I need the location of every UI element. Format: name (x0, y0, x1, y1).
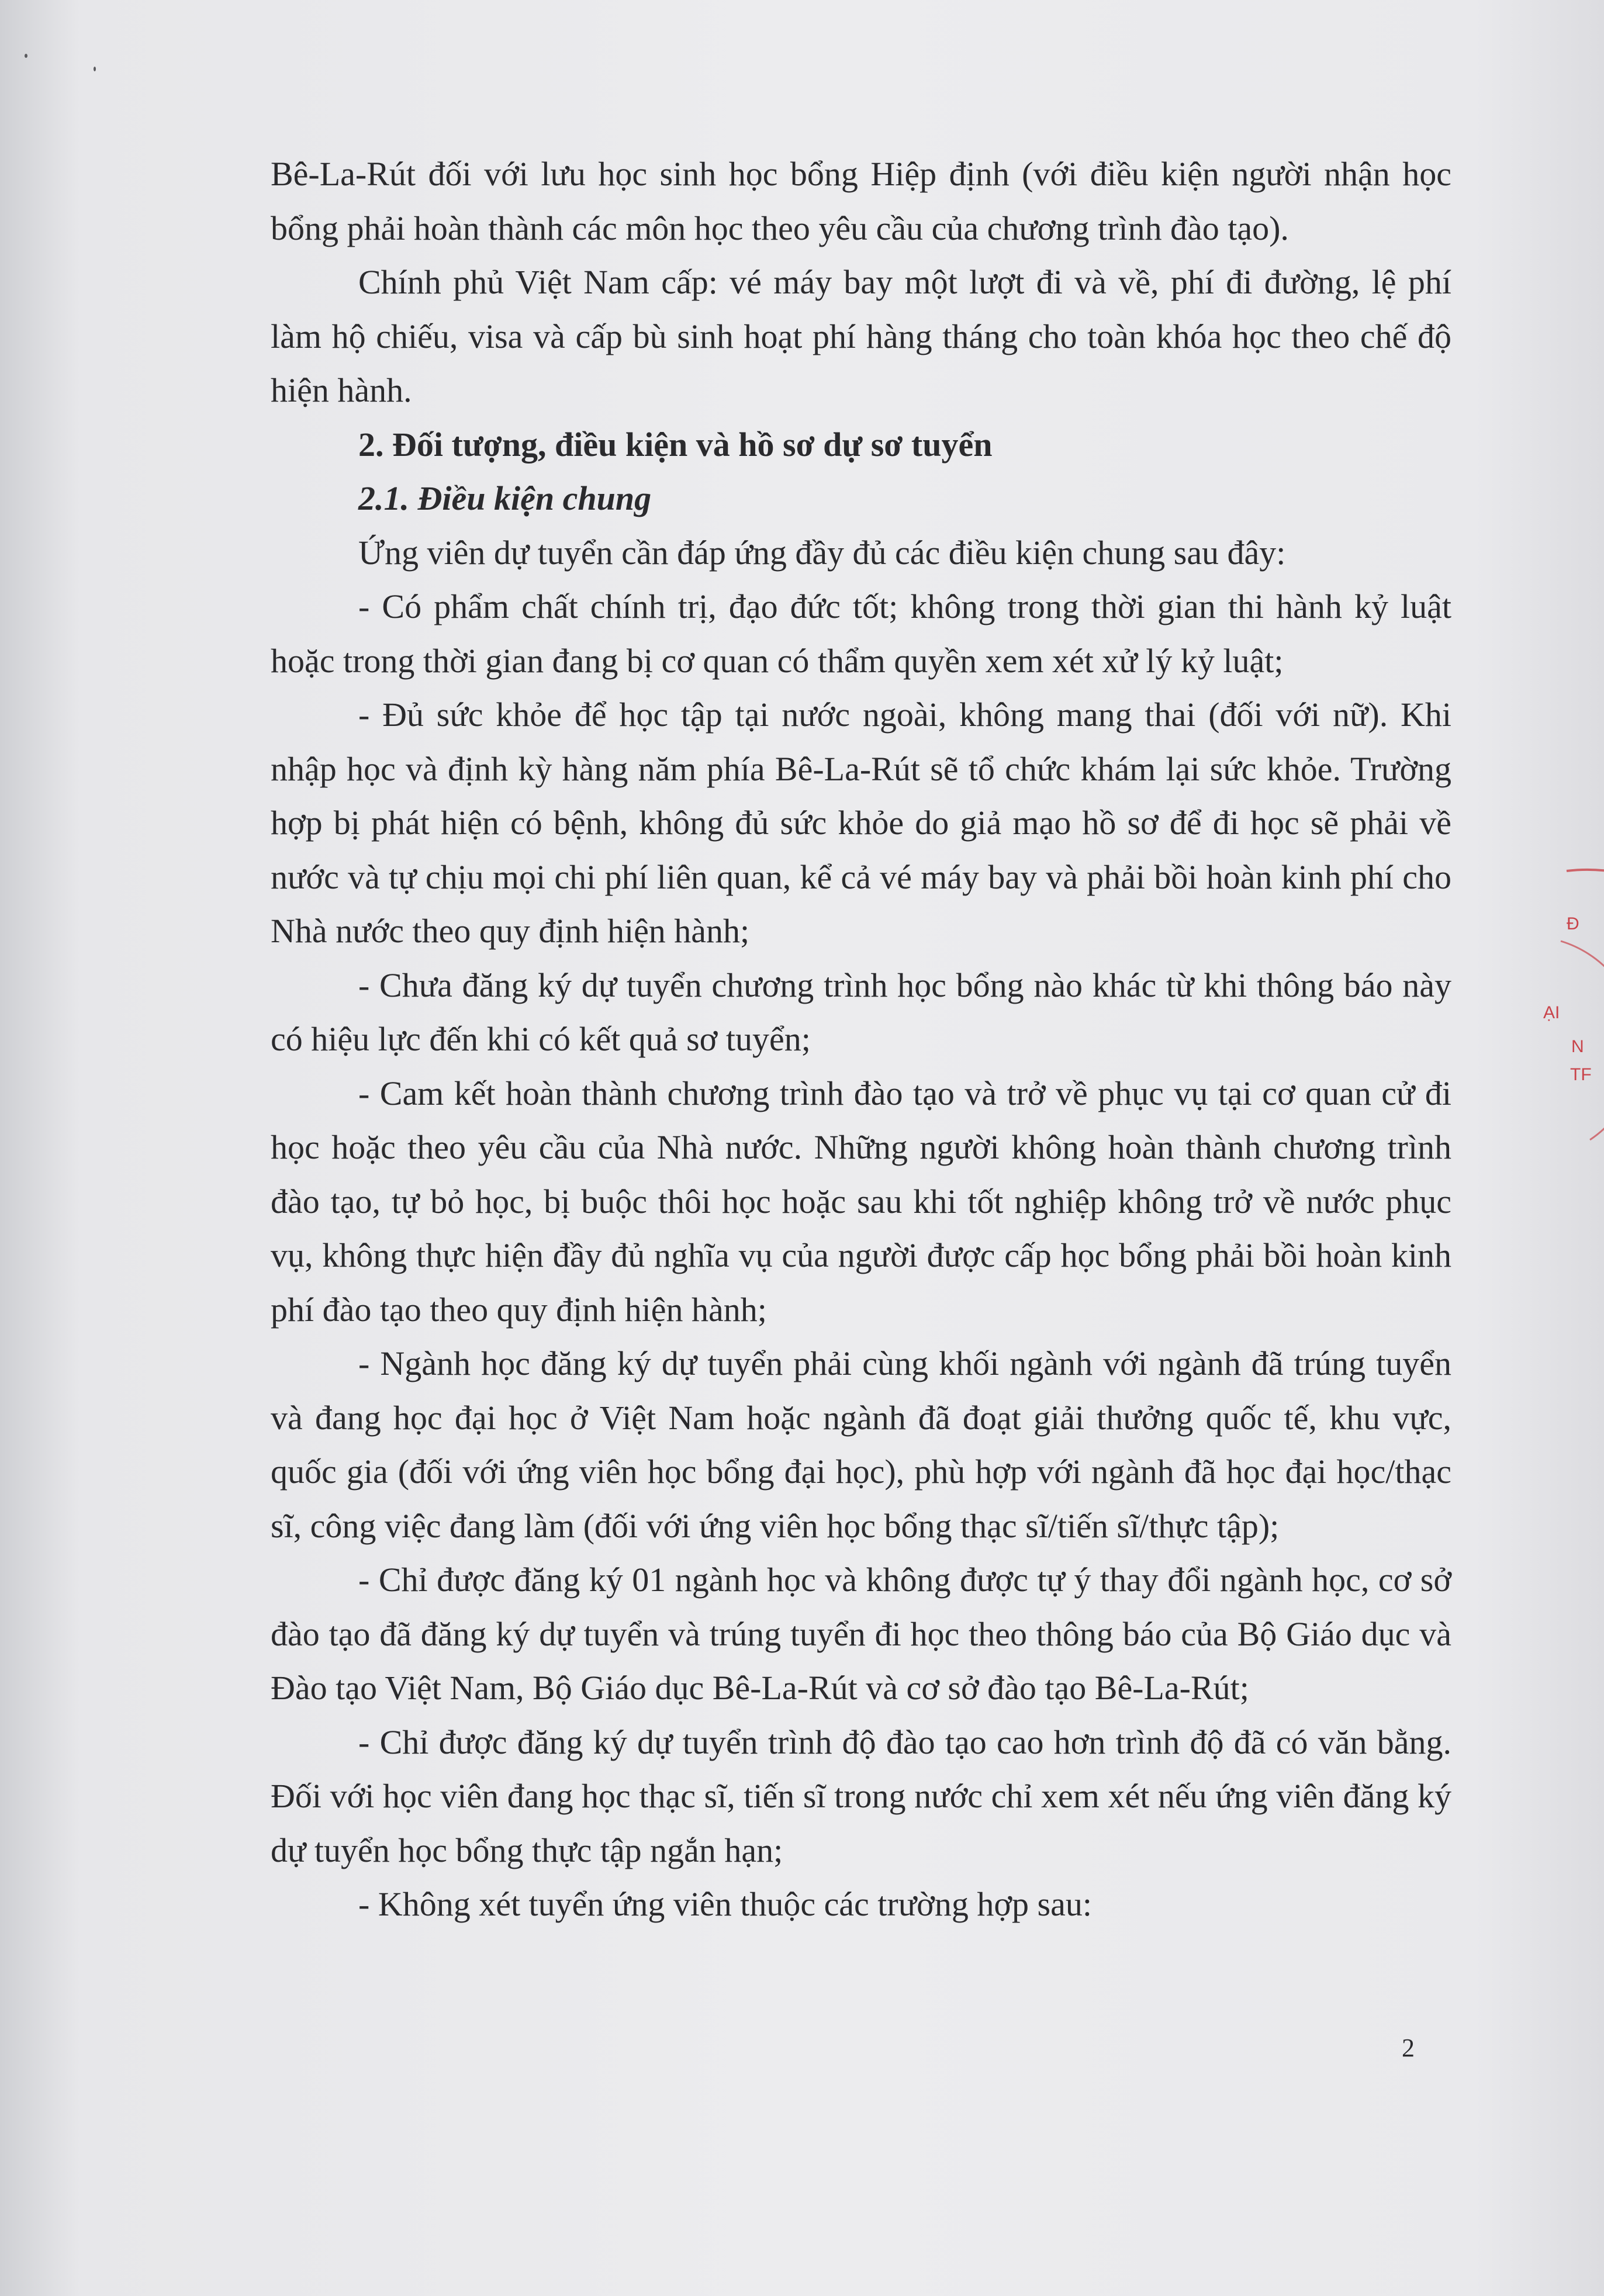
paragraph: Bê-La-Rút đối với lưu học sinh học bổng Hiệp định (với điều kiện người nhận học bổng phải hoàn thành các môn học theo yêu cầu của chương trình đào tạo). (271, 155, 1451, 247)
subsection-heading: 2.1. Điều kiện chung (358, 479, 652, 517)
seal-text-fragment: Đ (1567, 914, 1579, 933)
scan-speck (25, 54, 27, 58)
list-item: - Chỉ được đăng ký 01 ngành học và không được tự ý thay đổi ngành học, cơ sở đào tạo đã đăng ký dự tuyển và trúng tuyển đi học theo thông báo của Bộ Giáo dục và Đào tạo Việt Nam, Bộ Giáo dục Bê-La-Rút và cơ sở đào tạo Bê-La-Rút; (271, 1561, 1451, 1707)
red-seal-stamp (1520, 865, 1604, 1227)
section-heading: 2. Đối tượng, điều kiện và hồ sơ dự sơ tuyển (358, 425, 993, 464)
list-item: - Chưa đăng ký dự tuyển chương trình học bổng nào khác từ khi thông báo này có hiệu lực đến khi có kết quả sơ tuyển; (271, 966, 1451, 1058)
seal-graphic (1520, 865, 1604, 1227)
page-number: 2 (1402, 2034, 1415, 2062)
body-text (271, 147, 1451, 1932)
paragraph: Chính phủ Việt Nam cấp: vé máy bay một lượt đi và về, phí đi đường, lệ phí làm hộ chiếu, visa và cấp bù sinh hoạt phí hàng tháng cho toàn khóa học theo chế độ hiện hành. (271, 263, 1451, 409)
list-item: - Cam kết hoàn thành chương trình đào tạo và trở về phục vụ tại cơ quan cử đi học hoặc theo yêu cầu của Nhà nước. Những người không hoàn thành chương trình đào tạo, tự bỏ học, bị buộc thôi học hoặc sau khi tốt nghiệp không trở về nước phục vụ, không thực hiện đầy đủ nghĩa vụ của người được cấp học bổng phải bồi hoàn kinh phí đào tạo theo quy định hiện hành; (271, 1074, 1451, 1329)
scan-speck (94, 67, 96, 71)
seal-text-fragment: TF (1570, 1065, 1592, 1084)
list-item: - Chỉ được đăng ký dự tuyển trình độ đào tạo cao hơn trình độ đã có văn bằng. Đối với học viên đang học thạc sĩ, tiến sĩ trong nước chỉ xem xét nếu ứng viên đăng ký dự tuyển học bổng thực tập ngắn hạn; (271, 1723, 1451, 1869)
list-item: - Không xét tuyển ứng viên thuộc các trường hợp sau: (358, 1885, 1092, 1923)
list-item: - Đủ sức khỏe để học tập tại nước ngoài, không mang thai (đối với nữ). Khi nhập học và định kỳ hàng năm phía Bê-La-Rút sẽ tổ chức khám lại sức khỏe. Trường hợp bị phát hiện có bệnh, không đủ sức khỏe do giả mạo hồ sơ để đi học sẽ phải về nước và tự chịu mọi chi phí liên quan, kể cả vé máy bay và phải bồi hoàn kinh phí cho Nhà nước theo quy định hiện hành; (271, 696, 1451, 950)
list-item: - Ngành học đăng ký dự tuyển phải cùng khối ngành với ngành đã trúng tuyển và đang học đại học ở Việt Nam hoặc ngành đã đoạt giải thưởng quốc tế, khu vực, quốc gia (đối với ứng viên học bổng đại học), phù hợp với ngành đã học đại học/thạc sĩ, công việc đang làm (đối với ứng viên học bổng thạc sĩ/tiến sĩ/thực tập); (271, 1344, 1451, 1545)
seal-text-fragment: N (1571, 1037, 1584, 1056)
seal-text-fragment: ẠI (1543, 1003, 1560, 1022)
list-item: - Có phẩm chất chính trị, đạo đức tốt; không trong thời gian thi hành kỷ luật hoặc trong thời gian đang bị cơ quan có thẩm quyền xem xét xử lý kỷ luật; (271, 587, 1451, 680)
paragraph: Ứng viên dự tuyển cần đáp ứng đầy đủ các điều kiện chung sau đây: (358, 533, 1286, 572)
